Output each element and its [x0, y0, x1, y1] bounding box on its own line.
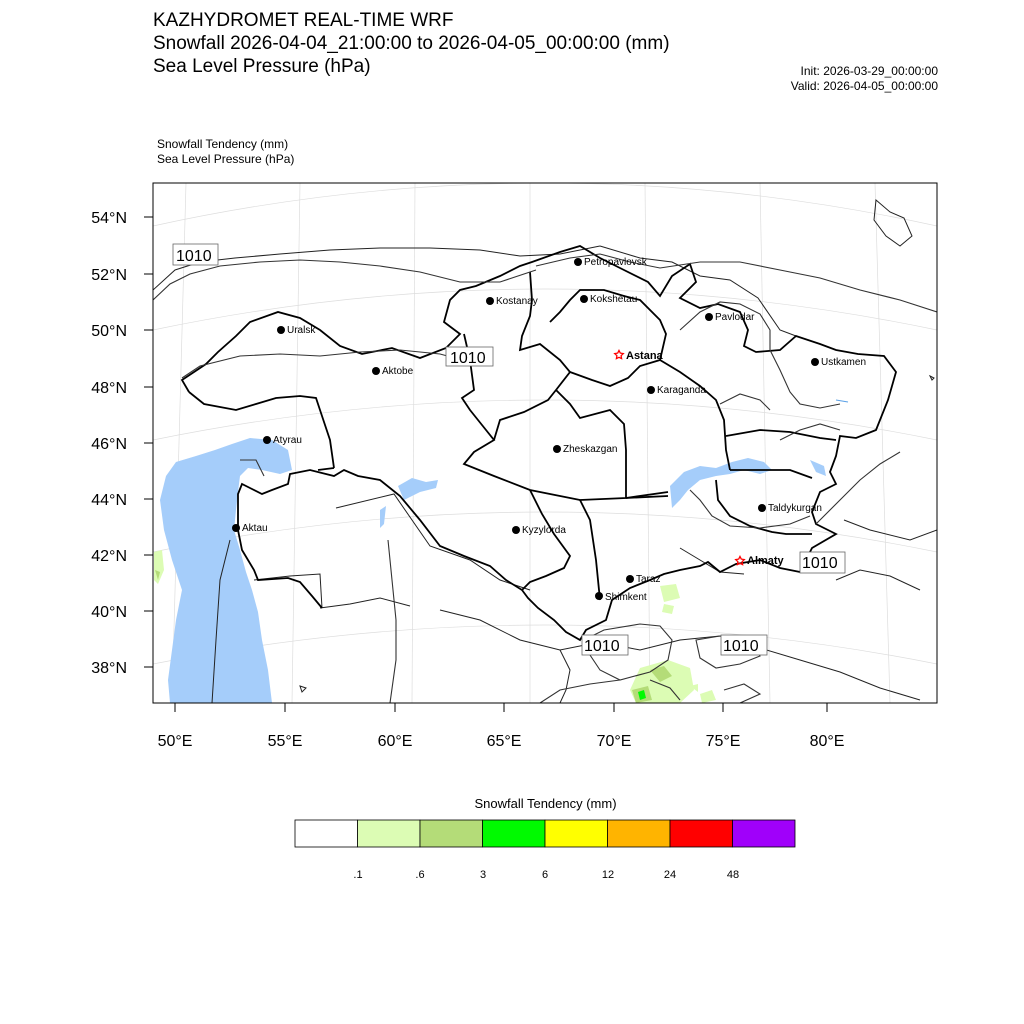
field-title: Snowfall 2026-04-04_21:00:00 to 2026-04-05_00:00:00 (mm) — [153, 33, 670, 54]
city-label-shimkent: Shimkent — [605, 592, 647, 603]
legend-tick: 48 — [726, 869, 740, 881]
city-label-zheskazgan: Zheskazgan — [563, 444, 618, 455]
legend-tick: 12 — [601, 869, 615, 881]
city-label-ustkamen: Ustkamen — [821, 357, 867, 368]
field-label: Snowfall Tendency (mm) — [157, 137, 289, 151]
aral-sea — [398, 478, 438, 500]
caspian-sea — [160, 438, 292, 703]
lat-label: 44°N — [91, 492, 127, 509]
isobar-label: 1010 — [584, 638, 620, 655]
lat-label: 46°N — [91, 436, 127, 453]
lat-label: 50°N — [91, 323, 127, 340]
legend-tick: .6 — [415, 869, 425, 881]
isobar-label: 1010 — [723, 638, 759, 655]
city-label-atyrau: Atyrau — [273, 435, 302, 446]
city-label-uralsk: Uralsk — [287, 325, 316, 336]
lat-label: 40°N — [91, 604, 127, 621]
overlay-title: Sea Level Pressure (hPa) — [153, 56, 371, 77]
isobar-label: 1010 — [176, 248, 212, 265]
legend-swatch — [420, 820, 483, 847]
isobar-label: 1010 — [450, 350, 486, 367]
city-label-karaganda: Karaganda — [657, 385, 706, 396]
lat-ticks — [144, 217, 153, 667]
city-label-astana: Astana — [626, 350, 663, 362]
legend-swatch — [733, 820, 796, 847]
lon-label: 50°E — [157, 733, 193, 750]
legend-title: Snowfall Tendency (mm) — [474, 796, 617, 811]
legend-swatch — [295, 820, 358, 847]
lon-ticks — [175, 703, 827, 712]
legend-tick: 24 — [663, 869, 677, 881]
overlay-label: Sea Level Pressure (hPa) — [157, 152, 295, 166]
legend-bar — [295, 820, 795, 847]
city-label-kyzylorda: Kyzylorda — [522, 525, 566, 536]
lon-label: 55°E — [267, 733, 303, 750]
legend-tick: 3 — [479, 869, 487, 881]
lon-label: 70°E — [596, 733, 632, 750]
legend-ticks — [353, 869, 739, 881]
lon-label: 65°E — [486, 733, 522, 750]
lat-label: 42°N — [91, 548, 127, 565]
lon-label: 60°E — [377, 733, 413, 750]
lon-labels — [158, 733, 845, 750]
city-label-taraz: Taraz — [636, 574, 661, 585]
city-label-taldykurgan: Taldykurgan — [768, 503, 822, 514]
city-label-kokshetau: Kokshetau — [590, 294, 638, 305]
city-label-aktobe: Aktobe — [382, 366, 414, 377]
isobar-label: 1010 — [802, 555, 838, 572]
city-label-kostanay: Kostanay — [496, 296, 538, 307]
legend-tick: 6 — [541, 869, 549, 881]
capital-star-icon — [736, 557, 745, 565]
balkhash-lake — [670, 458, 772, 508]
legend-swatch — [545, 820, 608, 847]
capital-star-icon — [615, 351, 624, 359]
city-label-almaty: Almaty — [747, 555, 784, 567]
lat-label: 48°N — [91, 380, 127, 397]
legend-swatch — [358, 820, 421, 847]
chart-title: KAZHYDROMET REAL-TIME WRF — [153, 10, 454, 31]
city-label-aktau: Aktau — [242, 523, 268, 534]
legend-swatch — [608, 820, 671, 847]
legend-swatch — [670, 820, 733, 847]
legend-swatch — [483, 820, 546, 847]
city-label-pavlodar: Pavlodar — [715, 312, 755, 323]
lat-label: 38°N — [91, 660, 127, 677]
lon-label: 75°E — [705, 733, 741, 750]
lon-label: 80°E — [809, 733, 845, 750]
init-time: Init: 2026-03-29_00:00:00 — [800, 64, 938, 78]
valid-time: Valid: 2026-04-05_00:00:00 — [790, 79, 938, 93]
isobars — [153, 254, 937, 703]
lat-label: 54°N — [91, 210, 127, 227]
legend-tick: .1 — [353, 869, 363, 881]
lat-label: 52°N — [91, 267, 127, 284]
lat-labels — [91, 210, 127, 677]
city-label-petropavlovsk: Petropavlovsk — [584, 257, 647, 268]
